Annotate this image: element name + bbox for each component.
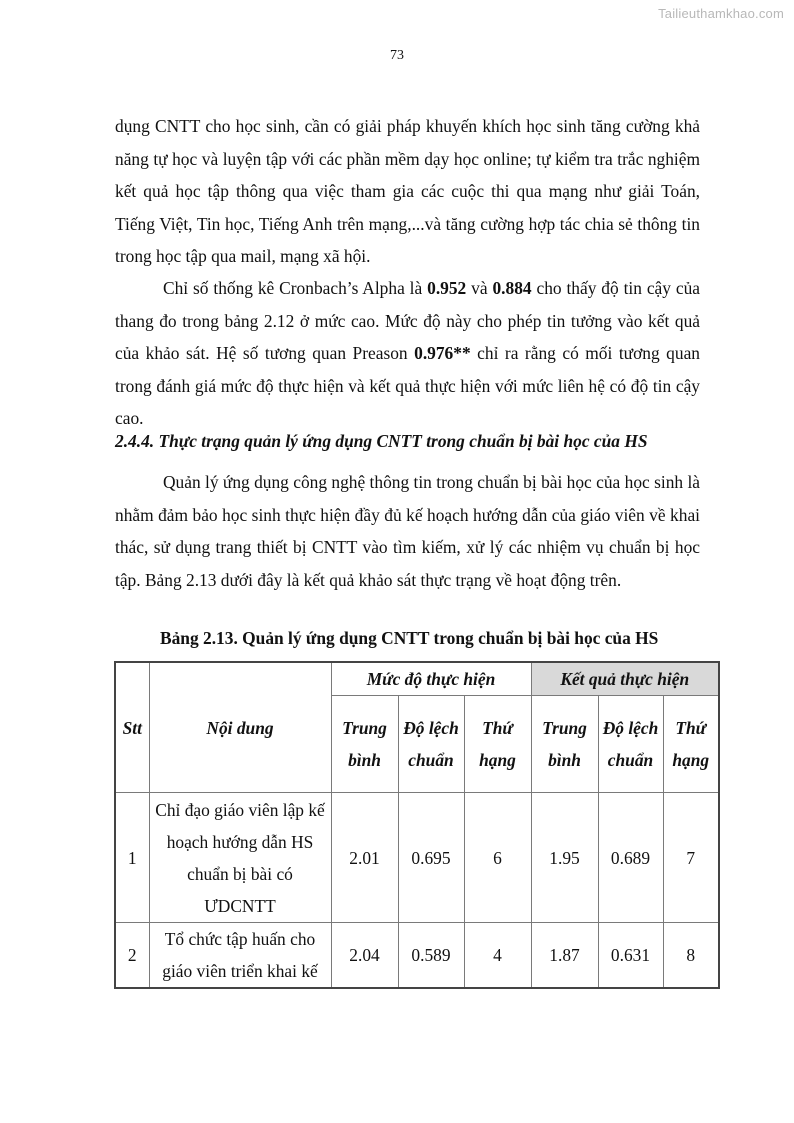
header-group-implementation-level: Mức độ thực hiện xyxy=(331,662,531,696)
header-mean-1: Trung bình xyxy=(331,696,398,793)
paragraph-1-text: dụng CNTT cho học sinh, cần có giải pháp khuyến khích học sinh tăng cường khả năng tự học và luyện tập với các phần mềm dạy học online; tự kiểm tra trắc nghiệm kết quả học tập thông qua việc tham gia các cuộc thi qua mạng như giải Toán, Tiếng Việt, Tin học, Tiếng Anh trên mạng,...và tăng cường hợp tác chia sẻ thông tin trong học tập qua mail, mạng xã hội. xyxy=(115,116,700,266)
cell-content: Tổ chức tập huấn cho giáo viên triển khai kế xyxy=(149,923,331,989)
cell-sd-2: 0.689 xyxy=(598,793,663,923)
p2-text-1: Chỉ số thống kê Cronbach’s Alpha là xyxy=(163,278,428,298)
cell-mean-2: 1.95 xyxy=(531,793,598,923)
cell-sd-1: 0.695 xyxy=(398,793,464,923)
header-mean-2: Trung bình xyxy=(531,696,598,793)
cell-stt: 1 xyxy=(115,793,149,923)
header-stt: Stt xyxy=(115,662,149,793)
pearson-coefficient: 0.976** xyxy=(414,343,471,363)
table-caption: Bảng 2.13. Quản lý ứng dụng CNTT trong chuẩn bị bài học của HS xyxy=(160,628,659,648)
cronbach-alpha-2: 0.884 xyxy=(492,278,532,298)
cell-mean-1: 2.01 xyxy=(331,793,398,923)
cell-rank-1: 4 xyxy=(464,923,531,989)
paragraph-1 xyxy=(115,110,700,273)
watermark: Tailieuthamkhao.com xyxy=(658,6,784,21)
header-sd-2: Độ lệch chuẩn xyxy=(598,696,663,793)
cell-sd-2: 0.631 xyxy=(598,923,663,989)
p2-text-4: chỉ ra rằng có mối tương quan trong đánh giá mức độ thực hiện và kết quả thực hiện với mức liên hệ có độ tin cậy cao. xyxy=(115,343,700,428)
header-sd-1: Độ lệch chuẩn xyxy=(398,696,464,793)
cell-content: Chỉ đạo giáo viên lập kế hoạch hướng dẫn HS chuẩn bị bài có ƯDCNTT xyxy=(149,793,331,923)
p2-text-2: và xyxy=(466,278,493,298)
data-table xyxy=(114,661,720,989)
header-content: Nội dung xyxy=(149,662,331,793)
table-row xyxy=(115,923,719,989)
header-row-1 xyxy=(115,662,719,696)
cell-rank-1: 6 xyxy=(464,793,531,923)
paragraph-3-text: Quản lý ứng dụng công nghệ thông tin trong chuẩn bị bài học của học sinh là nhằm đảm bảo học sinh thực hiện đầy đủ kế hoạch hướng dẫn của giáo viên về khai thác, sử dụng trang thiết bị CNTT vào tìm kiếm, xử lý các nhiệm vụ chuẩn bị học tập. Bảng 2.13 dưới đây là kết quả khảo sát thực trạng về hoạt động trên. xyxy=(115,472,700,590)
cell-sd-1: 0.589 xyxy=(398,923,464,989)
cell-rank-2: 7 xyxy=(663,793,719,923)
page-number: 73 xyxy=(390,48,404,63)
p2-text-3: cho thấy độ tin cậy của thang đo trong bảng 2.12 ở mức cao. Mức độ này cho phép tin tưởng vào kết quả của khảo sát. Hệ số tương quan Preason xyxy=(115,278,700,363)
header-rank-2: Thứ hạng xyxy=(663,696,719,793)
paragraph-3 xyxy=(115,466,700,596)
cell-stt: 2 xyxy=(115,923,149,989)
cell-mean-2: 1.87 xyxy=(531,923,598,989)
paragraph-2 xyxy=(115,272,700,435)
header-rank-1: Thứ hạng xyxy=(464,696,531,793)
section-heading: 2.4.4. Thực trạng quản lý ứng dụng CNTT trong chuẩn bị bài học của HS xyxy=(115,431,648,451)
table-row xyxy=(115,793,719,923)
cronbach-alpha-1: 0.952 xyxy=(427,278,467,298)
header-group-implementation-result: Kết quả thực hiện xyxy=(531,662,719,696)
cell-rank-2: 8 xyxy=(663,923,719,989)
cell-mean-1: 2.04 xyxy=(331,923,398,989)
